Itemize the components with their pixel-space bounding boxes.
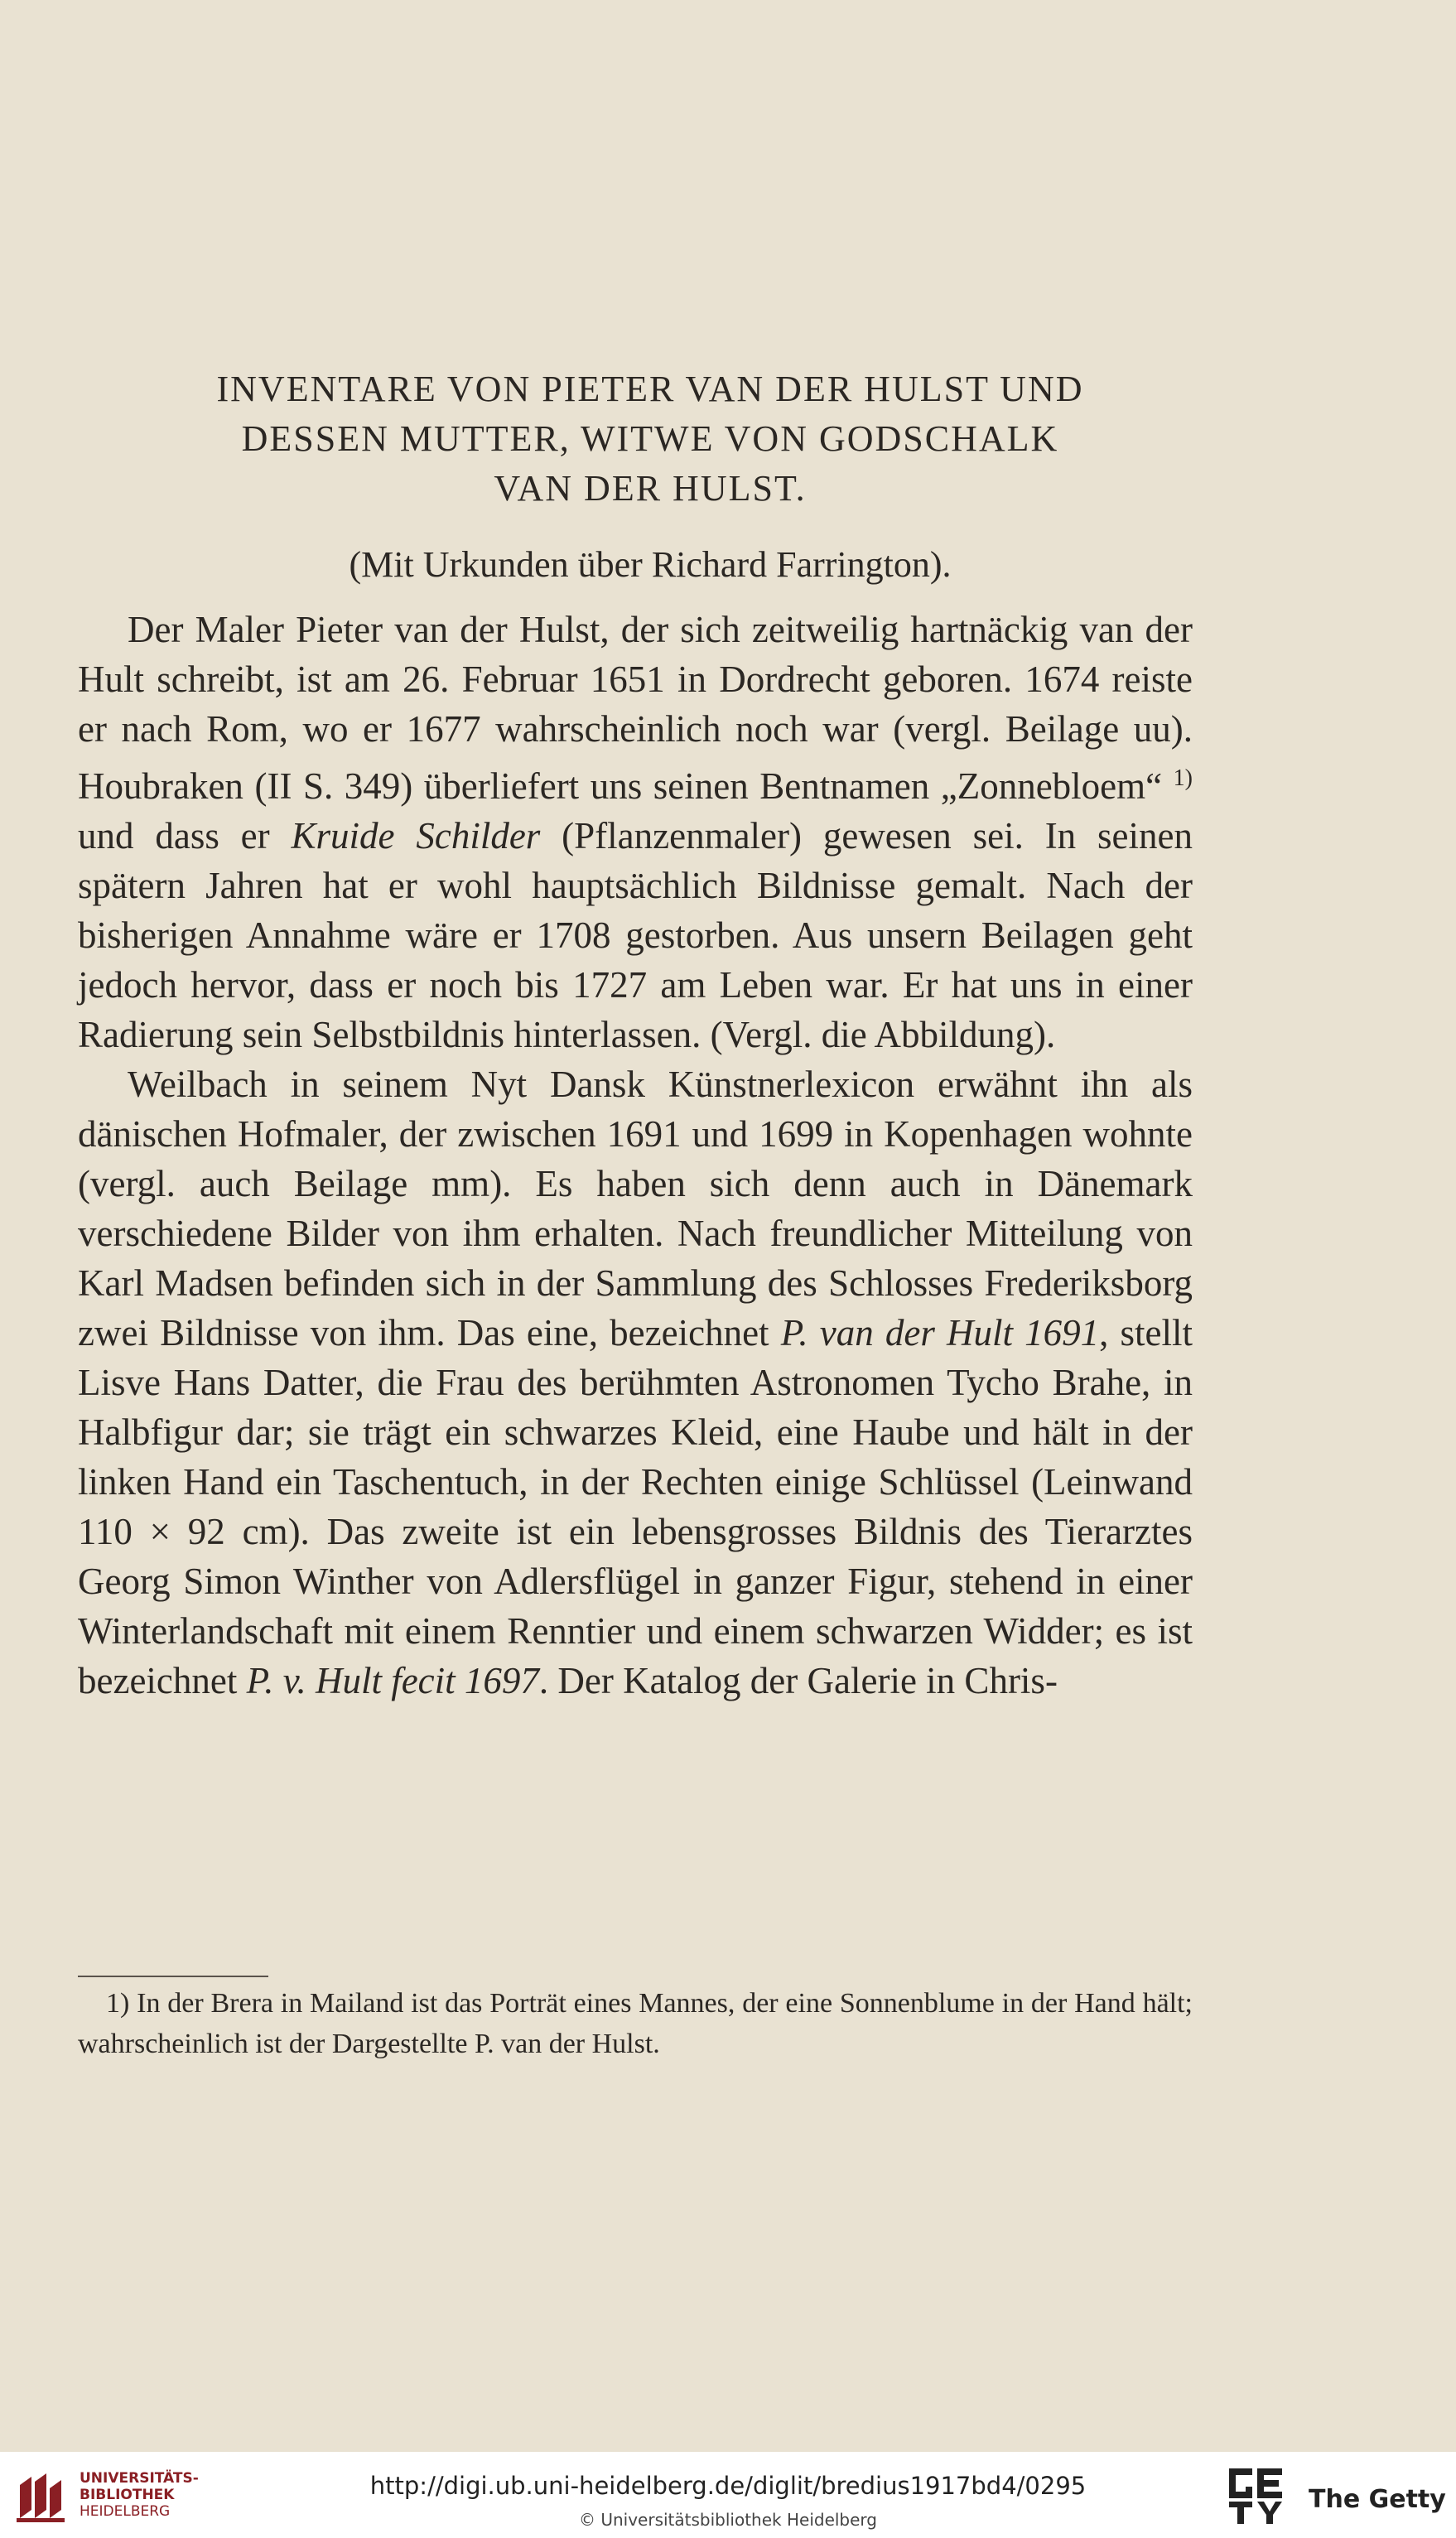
copyright-notice: © Universitätsbibliothek Heidelberg (578, 2510, 877, 2530)
footnote (78, 1983, 1193, 2064)
body-text (78, 605, 1193, 1706)
paragraph-2-part-c: . Der Katalog der Galerie in Chris- (538, 1660, 1058, 1701)
title-line-3: VAN DER HULST. (494, 468, 807, 509)
uni-line-1: UNIVERSITÄTS- (80, 2470, 199, 2487)
footer-bar (0, 2452, 1456, 2538)
paragraph-1-part-b: und dass er (78, 815, 292, 856)
article-subtitle: (Mit Urkunden über Richard Farrington). (349, 544, 952, 585)
paragraph-1-emphasis: Kruide Schilder (291, 815, 541, 856)
paragraph-1-part-c: (Pflanzenmaler) gewesen sei. In seinen spätern Jahren hat er wohl hauptsächlich Bildnisse gemalt. Nach der bisherigen Annahme wäre er 1708 gestorben. Aus unsern Beilagen geht jedoch hervor, dass er noch bis 1727 am Leben war. Er hat uns in einer Radierung sein Selbstbildnis hinterlassen. (Vergl. die Abbildung). (78, 815, 1193, 1055)
paragraph-2-emphasis-1: P. van der Hult 1691 (780, 1312, 1100, 1353)
paragraph-2-part-b: , stellt Lisve Hans Datter, die Frau des berühmten Astronomen Tycho Brahe, in Halbfigur dar; sie trägt ein schwarzes Kleid, eine Haube und hält in der linken Hand ein Taschentuch, in der Rechten einige Schlüssel (Leinwand 110 × 92 cm). Das zweite ist ein lebensgrosses Bildnis des Tierarztes Georg Simon Winther von Adlersflügel in ganzer Figur, stehend in einer Winterlandschaft mit einem Renntier und einem schwarzen Widder; es ist bezeichnet (78, 1312, 1193, 1701)
getty-name: The Getty (1309, 2485, 1446, 2514)
title-line-1: INVENTARE VON PIETER VAN DER HULST UND (216, 369, 1084, 409)
uni-line-3: HEIDELBERG (80, 2503, 171, 2520)
source-url-link[interactable]: http://digi.ub.uni-heidelberg.de/diglit/bredius1917bd4/0295 (369, 2472, 1087, 2500)
paragraph-2 (78, 1059, 1193, 1706)
title-line-2: DESSEN MUTTER, WITWE VON GODSCHALK (241, 418, 1059, 459)
uni-line-2: BIBLIOTHEK (80, 2487, 175, 2503)
paragraph-1 (78, 605, 1193, 1059)
footnote-reference: 1) (1173, 765, 1193, 791)
footnote-divider (78, 1976, 268, 1977)
paragraph-2-emphasis-2: P. v. Hult fecit 1697 (246, 1660, 539, 1701)
article-title (58, 364, 1242, 514)
paragraph-1-part-a: Der Maler Pieter van der Hulst, der sich zeitweilig hartnäckig van der Hult schreibt, ist am 26. Februar 1651 in Dordrecht geboren. 1674 reiste er nach Rom, wo er 1677 wahrscheinlich noch war (vergl. Beilage uu). Houbraken (II S. 349) überliefert uns seinen Bentnamen „Zonnebloem“ (78, 609, 1193, 807)
getty-logo-icon (1224, 2463, 1287, 2528)
footnote-text: 1) In der Brera in Mailand ist das Porträt eines Mannes, der eine Sonnenblume in der Hand hält; wahrscheinlich ist der Dargestellte P. van der Hulst. (78, 1988, 1193, 2059)
paragraph-2-part-a: Weilbach in seinem Nyt Dansk Künstnerlexicon erwähnt ihn als dänischen Hofmaler, der zwischen 1691 und 1699 in Kopenhagen wohnte (vergl. auch Beilage mm). Es haben sich denn auch in Dänemark verschiedene Bilder von ihm erhalten. Nach freundlicher Mitteilung von Karl Madsen befinden sich in der Sammlung des Schlosses Frederiksborg zwei Bildnisse von ihm. Das eine, bezeichnet (78, 1064, 1193, 1353)
